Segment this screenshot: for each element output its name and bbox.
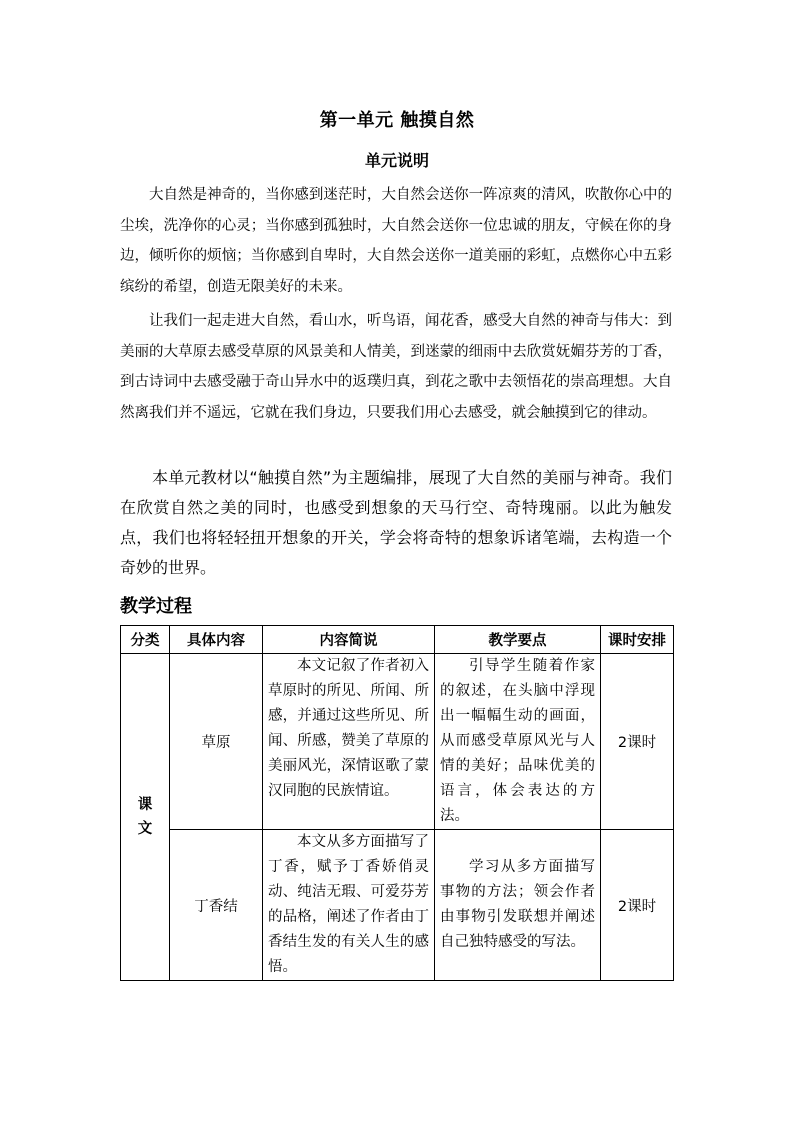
section-title: 单元说明 — [364, 151, 429, 170]
lesson-name: 草原 — [170, 654, 263, 830]
header-key-points: 教学要点 — [435, 626, 601, 654]
unit-title: 第一单元 触摸自然 — [319, 110, 475, 131]
lesson-name: 丁香结 — [170, 830, 263, 981]
intro-paragraph-3: 本单元教材以“触摸自然”为主题编排，展现了大自然的美丽与神奇。我们在欣赏自然之美的同时，也感受到想象的天马行空、奇特瑰丽。以此为触发点，我们也将轻轻扭开想象的开关，学会将奇特的想象诉诸笔端，去构造一个奇妙的世界。 — [120, 468, 672, 577]
intro-paragraph-1: 大自然是神奇的，当你感到迷茫时，大自然会送你一阵凉爽的清风，吹散你心中的尘埃，洗净你的心灵；当你感到孤独时，大自然会送你一位忠诚的朋友，守候在你的身边，倾听你的烦恼；当你感到自卑时，大自然会送你一道美丽的彩虹，点燃你心中五彩缤纷的希望，创造无限美好的未来。 — [120, 187, 672, 295]
lesson-key-points: 学习从多方面描写事物的方法；领会作者由事物引发联想并阐述自己独特感受的写法。 — [435, 830, 601, 981]
category-cell — [121, 654, 170, 981]
category-char-1: 课 — [137, 797, 153, 813]
header-hours: 课时安排 — [601, 626, 674, 654]
teaching-plan-table — [120, 625, 674, 981]
lesson-hours: 2课时 — [601, 654, 674, 830]
table-row — [121, 830, 674, 981]
intro-paragraph-2: 让我们一起走进大自然，看山水，听鸟语，闻花香，感受大自然的神奇与伟大：到美丽的大草原去感受草原的风景美和人情美，到迷蒙的细雨中去欣赏妩媚芬芳的丁香，到古诗词中去感受融于奇山异水中的返璞归真，到花之歌中去领悟花的崇高理想。大自然离我们并不遥远，它就在我们身边，只要我们用心去感受，就会触摸到它的律动。 — [120, 313, 672, 421]
table-row — [121, 654, 674, 830]
lesson-key-points: 引导学生随着作家的叙述，在头脑中浮现出一幅幅生动的画面，从而感受草原风光与人情的美好；品味优美的语言，体会表达的方法。 — [435, 654, 601, 830]
header-content: 具体内容 — [170, 626, 263, 654]
category-char-2: 文 — [137, 821, 153, 837]
lesson-summary: 本文从多方面描写了丁香，赋予丁香娇俏灵动、纯洁无瑕、可爱芬芳的品格，阐述了作者由丁香结生发的有关人生的感悟。 — [263, 830, 435, 981]
lesson-hours: 2课时 — [601, 830, 674, 981]
header-category: 分类 — [121, 626, 170, 654]
lesson-summary: 本文记叙了作者初入草原时的所见、所闻、所感，并通过这些所见、所闻、所感，赞美了草原的美丽风光，深情讴歌了蒙汉同胞的民族情谊。 — [263, 654, 435, 830]
table-header-row — [121, 626, 674, 654]
teaching-process-heading: 教学过程 — [120, 596, 192, 617]
header-summary: 内容简说 — [263, 626, 435, 654]
